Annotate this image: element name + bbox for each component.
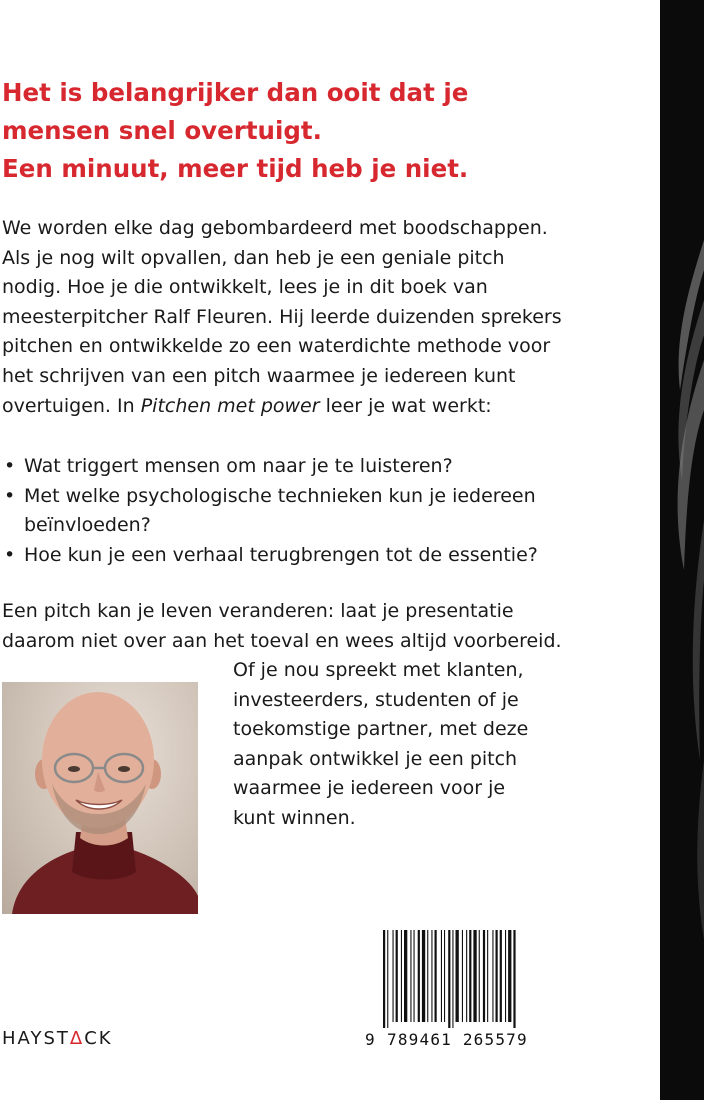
barcode-bar [418, 930, 420, 1022]
barcode-bar [387, 930, 388, 1028]
closing-line: waarmee je iedereen voor je [233, 777, 506, 800]
barcode-bar [492, 930, 493, 1022]
barcode-digits: 789461 265579 [387, 1030, 528, 1049]
bullet-text: Wat triggert mensen om naar je te luisteren? [24, 455, 453, 477]
barcode-number [365, 1030, 551, 1050]
barcode-bar [441, 930, 442, 1022]
barcode-bar [487, 930, 488, 1022]
barcode-bar [383, 930, 385, 1028]
intro-line: Als je nog wilt opvallen, dan heb je een geniale pitch [2, 246, 505, 269]
intro-line: het schrijven van een pitch waarmee je iedereen kunt [2, 364, 516, 387]
barcode-bar [396, 930, 398, 1022]
publisher-name: HAYST [2, 1028, 70, 1049]
barcode-bar [483, 930, 485, 1022]
closing-line: daarom niet over aan het toeval en wees altijd voorbereid. [2, 629, 562, 652]
closing-line: aanpak ontwikkel je een pitch [233, 747, 518, 770]
book-title: Pitchen met power [140, 394, 320, 417]
headline-line: Het is belangrijker dan ooit dat je [2, 78, 469, 107]
closing-line: Een pitch kan je leven veranderen: laat je presentatie [2, 600, 514, 622]
barcode-bar [404, 930, 407, 1022]
barcode-bar [466, 930, 467, 1022]
barcode-bar [456, 930, 459, 1022]
barcode-bar [414, 930, 415, 1022]
barcode-bar [505, 930, 506, 1022]
headline-line: Een minuut, meer tijd heb je niet. [2, 154, 469, 183]
bullet-list [2, 452, 538, 570]
barcode-bar [500, 930, 502, 1022]
author-side-paragraph [233, 656, 528, 834]
list-item [2, 482, 538, 541]
intro-paragraph [2, 214, 562, 421]
barcode-bar [513, 930, 515, 1028]
list-item [2, 452, 538, 482]
closing-line: investeerders, studenten of je [233, 688, 519, 711]
closing-line: toekomstige partner, met deze [233, 718, 529, 741]
spine-curves-graphic [660, 0, 704, 1100]
author-portrait-illustration [2, 682, 198, 914]
author-photo [2, 682, 198, 914]
barcode-bar [452, 930, 453, 1028]
intro-text: overtuigen. In [2, 394, 141, 417]
barcode-bar [410, 930, 411, 1022]
barcode-bar [473, 930, 476, 1022]
bullet-icon: • [4, 455, 16, 477]
barcode-bar [479, 930, 480, 1022]
intro-line: pitchen en ontwikkelde zo een waterdichte methode voor [2, 335, 551, 358]
intro-text: leer je wat werkt: [319, 394, 492, 417]
barcode-bar [462, 930, 463, 1022]
barcode-bar [444, 930, 445, 1022]
barcode-bar [393, 930, 394, 1022]
intro-last-line [2, 392, 562, 422]
list-item [2, 541, 538, 571]
publisher-logo [2, 1028, 113, 1049]
isbn-barcode [365, 928, 551, 1050]
barcode-bar [448, 930, 450, 1028]
bullet-text: Hoe kun je een verhaal terugbrengen tot de essentie? [24, 543, 538, 566]
barcode-bar [427, 930, 428, 1022]
barcode-lead-digit: 9 [365, 1030, 375, 1049]
headline-line: mensen snel overtuigt. [2, 116, 322, 145]
headline [2, 74, 642, 188]
intro-line: nodig. Hoe je die ontwikkelt, lees je in dit boek van [2, 276, 488, 299]
intro-line: meesterpitcher Ralf Fleuren. Hij leerde duizenden sprekers [2, 305, 562, 328]
barcode-bar [469, 930, 471, 1022]
barcode-bar [435, 930, 437, 1022]
barcode-bars [365, 928, 551, 1030]
barcode-bar [508, 930, 511, 1022]
closing-line: kunt winnen. [233, 806, 356, 829]
barcode-bar [422, 930, 425, 1022]
publisher-name: CK [84, 1028, 113, 1049]
bullet-text: Met welke psychologische technieken kun je iedereen beïnvloeden? [24, 484, 536, 537]
bullet-icon: • [4, 543, 16, 566]
triangle-icon: Δ [69, 1028, 85, 1049]
barcode-bar [401, 930, 402, 1022]
closing-paragraph [2, 597, 562, 656]
intro-line: We worden elke dag gebombardeerd met boodschappen. [2, 217, 548, 239]
barcode-bar [431, 930, 432, 1022]
bullet-icon: • [4, 484, 16, 507]
dark-edge-graphic [660, 0, 704, 1100]
closing-line: Of je nou spreekt met klanten, [233, 659, 524, 681]
barcode-bar [496, 930, 498, 1022]
